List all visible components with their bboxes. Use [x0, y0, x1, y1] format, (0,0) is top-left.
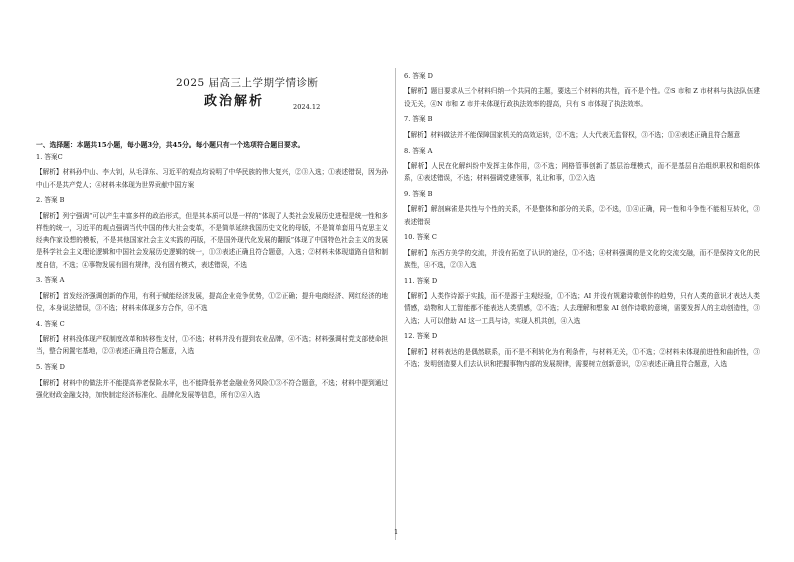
answer-explanation: 【解析】列宁强调“可以产生丰富多样的政治形式，但是其本质可以是一样的”体现了人类社会发展历史进程是统一性和多样性的统一，习近平的观点强调当代中国的伟大社会变革，不是简单延续我国历史文化的母版，不是简单套用马克思主义经典作家设想的模板，不是其他国家社会主义实践的再版，不是国外现代化发展的翻版”体现了中国特色社会主义的发展是科学社会主义理论逻辑和中国社会发展历史逻辑的统一，①③表述正确且符合题意，入选；②材料未体现道路自信和制度自信，不选；④事物发展有固有规律，没有固有模式，表述错误，不选 [36, 211, 388, 269]
answer-explanation: 【解析】题目要求从三个材料归纳一个共同的主题，要选三个材料的共性，而不是个性。②S 市和 Z 市材料与执法队伍建设无关，④N 市和 Z 市并未体现行政执法效率的提高，只有 S 市体现了执法效率。 [404, 87, 760, 108]
answer-label: 7. 答案 B [404, 115, 433, 124]
doc-date: 2024.12 [293, 103, 321, 111]
answer-explanation: 【解析】东西方美学的交流，并没有拓宽了认识的途径，①不选；④材料强调的是文化的交流交融，而不是保持文化的民族性，④不选，②③入选 [404, 248, 760, 269]
left-items [36, 151, 388, 405]
answer-explanation: 【解析】材料做法并不能保障国家机关的高效运转，②不选；人大代表无监督权，③不选；①④表述正确且符合题意 [404, 130, 741, 139]
answer-label: 8. 答案 A [404, 146, 433, 155]
answer-explanation: 【解析】解剖麻雀是共性与个性的关系，不是整体和部分的关系，②不选，①④正确，同一性和斗争性不能相互转化，③表述错误 [404, 205, 760, 226]
answer-explanation: 【解析】人民在化解纠纷中发挥主体作用，③不选；网格管事创新了基层治理模式，而不是基层自治组织职权和组织体系，④表述错误，不选；材料强调党建领事，礼让和事，①②入选 [404, 161, 760, 183]
answer-explanation: 【解析】首发经济强调创新的作用，有利于赋能经济发展，提高企业竞争优势，①②正确；提升电商经济、网红经济的地位，本身说法错误，③不选；材料未体现多方合作，④不选 [36, 291, 388, 312]
answer-label: 2. 答案 B [36, 196, 65, 205]
answer-explanation: 【解析】材料没体现产权制度改革和转移性支付，①不选；材料并没有提到农业品牌，④不选；材料强调村党支部使命担当，整合闲置宅基地，②③表述正确且符合题意，入选 [36, 335, 388, 356]
answer-label: 6. 答案 D [404, 72, 433, 80]
answer-label: 9. 答案 B [404, 189, 433, 198]
answer-explanation: 【解析】材料中的做法并不能提高养老保险水平，也不能降低养老金融业务风险①③不符合题意，不选；材料中提到通过强化财政金融支持，加快制定经济标准化、品牌化发展等信息，所有②④入选 [36, 378, 388, 399]
answer-label: 5. 答案 D [36, 363, 65, 372]
column-divider [394, 68, 399, 540]
doc-title: 2025 届高三上学期学情诊断 [176, 77, 319, 89]
answer-explanation: 【解析】人类作诗源于实践，而不是源于主观经验，①不选；AI 并没有规避诗歌创作的趋势，只有人类的意识才表达人类情感，动物和人工智能都不能表达人类情感，②不选；人去理解和想象 AI 创作诗歌的意境，需要发挥人的主动创造性，③入选；人可以借助 AI 这一工具与诗，实现人机共创，④入选 [404, 292, 760, 325]
answer-label: 4. 答案 C [36, 319, 65, 328]
page-number: 1 [394, 528, 399, 536]
answer-label: 11. 答案 D [404, 276, 438, 285]
right-items [404, 70, 760, 374]
section-title: 一、选择题：本题共15小题，每小题3分，共45分。每小题只有一个选项符合题目要求。 [36, 141, 305, 149]
answer-explanation: 【解析】材料孙中山、李大钊，从毛泽东、习近平的观点均说明了中华民族的伟大复兴，②③入选；①表述错误，因为孙中山不是共产党人；④材料未体现为世界贡献中国方案 [36, 168, 388, 189]
answer-label: 10. 答案 C [404, 233, 437, 242]
answer-label: 1. 答案C [36, 153, 63, 161]
answer-explanation: 【解析】材料表达的是偶然联系，而不是不利转化为有利条件，与材料无关，①不选；②材料未体现前进性和曲折性，③不选；发明创造要人们去认识和把握事物内部的发展规律，需要树立创新意识，②④表述正确且符合题意，入选 [404, 347, 760, 368]
answer-label: 12. 答案 D [404, 332, 438, 341]
answer-label: 3. 答案 A [36, 276, 65, 285]
doc-subtitle: 政治解析 [204, 94, 265, 109]
